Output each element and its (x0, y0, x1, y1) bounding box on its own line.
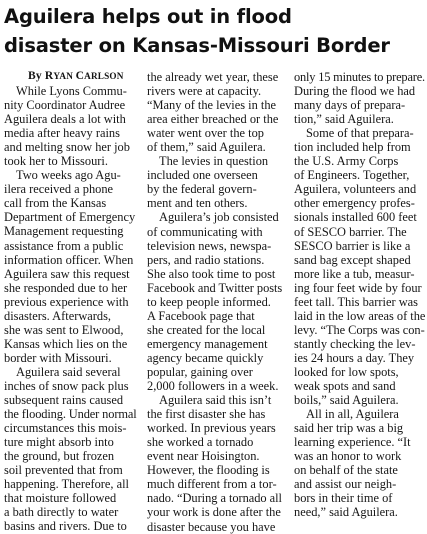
article-text-line: took her to Missouri. (4, 154, 108, 169)
article-text-line: your work is done after the (147, 505, 281, 520)
article-text-line: happening. Therefore, all (4, 477, 130, 492)
article-text-line: television news, newspa- (147, 238, 272, 253)
article-text-line: Some of that prepara- (306, 126, 414, 141)
article-text-line: ment and ten others. (147, 196, 248, 211)
article-text-line: a bath directly to water (4, 505, 119, 520)
article-text-line: emergency management (147, 336, 268, 351)
article-text-line: border with Missouri. (4, 350, 112, 365)
article-text-line: she was sent to Elwood, (4, 322, 124, 337)
article-text-line: she created for the local (147, 322, 266, 337)
article-text-line: water went over the top (147, 126, 264, 141)
article-text-line: agency became quickly (147, 350, 264, 365)
article-text-line: and assist our neigh- (294, 477, 397, 492)
article-text-line: pers, and radio stations. (147, 252, 265, 267)
article-text-line: previous experience with (4, 294, 129, 309)
article-text-line: by the federal govern- (147, 182, 257, 197)
article-text-line: to keep people informed. (147, 294, 271, 309)
article-text-line: call from the Kansas (4, 196, 107, 211)
article-text-line: of communicating with (147, 224, 263, 239)
headline-line-2: disaster on Kansas-Missouri Border (4, 34, 390, 57)
article-text-line: “Many of the levies in the (147, 98, 277, 113)
article-text-line: ture might absorb into (4, 435, 114, 450)
article-text-line: the ground, but frozen (4, 449, 115, 464)
article-text-line: area either breached or the (147, 112, 279, 127)
article-text-line: All in all, Aguilera (306, 407, 399, 422)
article-column-3 (294, 70, 425, 520)
article-text-line: that moisture followed (4, 491, 117, 506)
article-text-line: the first disaster she has (147, 407, 266, 422)
article-column-2 (147, 70, 282, 534)
article-text-line: event near Hoisington. (147, 449, 260, 464)
article-text-line: SESCO barrier is like a (294, 238, 411, 253)
article-text-line: inches of snow pack plus (4, 378, 129, 393)
article-text-line: Department of Emergency (4, 210, 136, 225)
article-text-line: many days of prepara- (294, 98, 406, 113)
article-text-line: basins and rivers. Due to (4, 519, 127, 534)
article-text-line: disaster because you have (147, 519, 276, 534)
article-text-line: 2,000 followers in a week. (147, 379, 279, 394)
article-text-line: of them,” said Aguilera. (147, 140, 266, 155)
article-text-line: the already wet year, these (147, 70, 279, 84)
article-text-line: need,” said Aguilera. (294, 505, 398, 520)
article-text-line: ing four feet wide by four (294, 280, 422, 295)
article-text-line: She also took time to post (147, 266, 276, 281)
article-text-line: tion included help from (294, 140, 411, 155)
article-text-line: Aguilera said this isn’t (159, 393, 272, 408)
article-text-line: worked. In previous years (147, 421, 276, 436)
article-text-line: only 15 minutes to prepare. (294, 70, 425, 84)
article-text-line: While Lyons Commu- (16, 84, 127, 98)
article-text-line: of Engineers. Together, (294, 168, 410, 183)
article-text-line: popular, gaining over (147, 364, 253, 379)
article-text-line: information officer. When (4, 252, 134, 267)
article-text-line: Kansas which lies on the (4, 336, 128, 351)
article-text-line: Aguilera’s job consisted (159, 210, 279, 225)
article-text-line: levy. “The Corps was con- (294, 322, 425, 337)
article-text-line: feet tall. This barrier was (294, 294, 418, 309)
article-text-line: Aguilera saw this request (4, 266, 130, 281)
article-text-line: and melting snow her job (4, 140, 130, 155)
article-text-line: was an honor to work (294, 449, 402, 464)
article-text-line: Two weeks ago Agu- (16, 168, 121, 183)
byline-author: RYAN CARLSON (44, 70, 124, 82)
article-text-line: rivers were at capacity. (147, 84, 262, 99)
article-text-line: subsequent rains caused (4, 393, 124, 408)
article-text-line: media after heavy rains (4, 126, 120, 141)
article-text-line: nity Coordinator Audree (4, 98, 126, 113)
article-text-line: Management requesting (4, 224, 124, 239)
article-text-line: on behalf of the state (294, 463, 398, 478)
article-text-line: assistance from a public (4, 238, 124, 253)
article-column-1 (4, 84, 137, 534)
headline-line-1: Aguilera helps out in flood (4, 5, 292, 28)
article-text-line: sionals installed 600 feet (294, 210, 417, 225)
article-text-line: Aguilera deals a lot with (4, 112, 126, 127)
article-text-line: she responded due to her (4, 280, 128, 295)
article-text-line: soil prevented that from (4, 463, 123, 478)
article-text-line: learning experience. “It (294, 435, 411, 450)
headline (4, 2, 424, 60)
article-text-line: sand bag except shaped (294, 252, 411, 267)
article-text-line: other emergency profes- (294, 196, 415, 211)
article-text-line: tion,” said Aguilera. (294, 112, 394, 127)
article-text-line: weak spots and sand (294, 379, 396, 394)
article-text-line: laid in the low areas of the (294, 308, 426, 323)
article-text-line: the flooding. Under normal (4, 407, 137, 422)
article-text-line: she worked a tornado (147, 435, 254, 450)
article-text-line: nado. “During a tornado all (147, 491, 282, 506)
article-text-line: the U.S. Army Corps (294, 154, 399, 169)
article-text-line: of SESCO barrier. The (294, 224, 407, 239)
article-text-line: During the flood we had (294, 84, 416, 99)
article-text-line: Aguilera said several (16, 364, 121, 379)
article-text-line: ies 24 hours a day. They (294, 350, 415, 365)
byline-prefix: By (28, 70, 45, 82)
article-text-line: included one overseen (147, 168, 258, 183)
article-text-line: However, the flooding is (147, 463, 270, 478)
article-text-line: A Facebook page that (147, 308, 255, 323)
article-text-line: Facebook and Twitter posts (147, 280, 283, 295)
byline (28, 68, 124, 84)
article-text-line: much different from a tor- (147, 477, 277, 492)
article-text-line: circumstances this mois- (4, 421, 127, 436)
article-text-line: ilera received a phone (4, 182, 114, 197)
article-text-line: The levies in question (159, 154, 269, 169)
article-text-line: said her trip was a big (294, 421, 404, 436)
article-text-line: disasters. Afterwards, (4, 308, 112, 323)
article-text-line: Aguilera, volunteers and (294, 182, 417, 197)
article-text-line: bors in their time of (294, 491, 393, 506)
article-text-line: more like a tub, measur- (294, 266, 415, 281)
article-text-line: boils,” said Aguilera. (294, 393, 399, 408)
article-text-line: looked for low spots, (294, 364, 399, 379)
article-text-line: stantly checking the lev- (294, 336, 416, 351)
